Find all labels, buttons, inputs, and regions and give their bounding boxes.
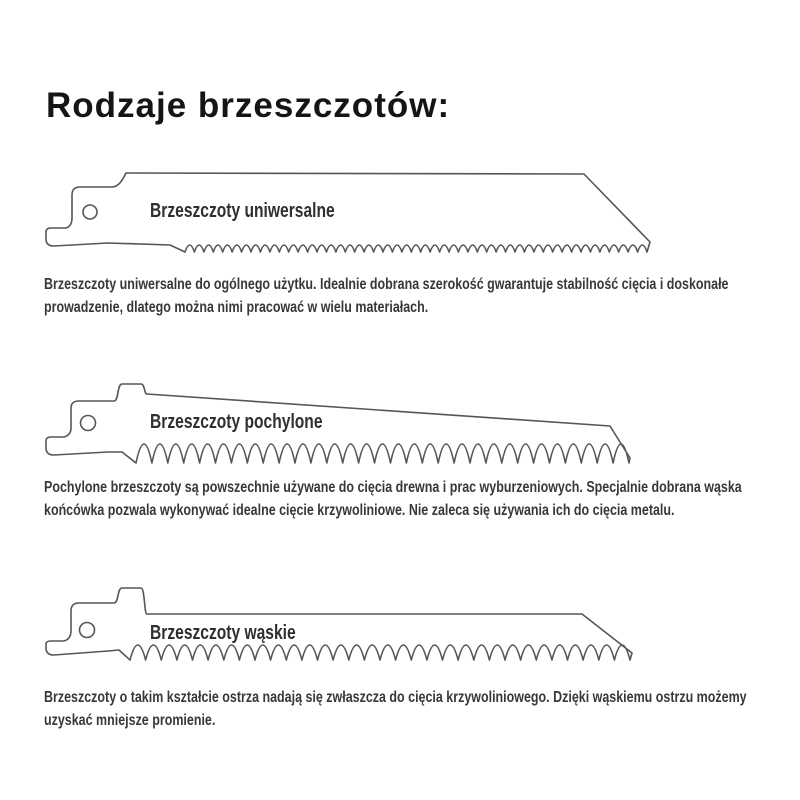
universal-blade-outline	[46, 173, 650, 252]
tapered-blade-description	[44, 476, 742, 522]
description-line: końcówka pozwala wykonywać idealne cięcie krzywoliniowe. Nie zaleca się używania ich do cięcia metalu.	[44, 502, 675, 519]
description-line: Brzeszczoty uniwersalne do ogólnego użytku. Idealnie dobrana szerokość gwarantuje stabilność cięcia i doskonałe	[44, 276, 729, 293]
narrow-blade-outline	[46, 588, 632, 660]
universal-blade-illustration	[44, 168, 664, 268]
universal-blade-label: Brzeszczoty uniwersalne	[150, 200, 335, 222]
universal-blade-description	[44, 273, 728, 319]
description-line: prowadzenie, dlatego można nimi pracować w wielu materiałach.	[44, 299, 429, 316]
description-line: uzyskać mniejsze promienie.	[44, 712, 216, 729]
narrow-blade-label: Brzeszczoty wąskie	[150, 622, 296, 644]
tapered-blade-illustration	[44, 380, 664, 480]
narrow-blade-illustration	[44, 583, 664, 683]
page-title: Rodzaje brzeszczotów:	[46, 86, 451, 126]
universal-blade-mount-hole	[83, 205, 97, 219]
tapered-blade-label: Brzeszczoty pochylone	[150, 411, 323, 433]
description-line: Brzeszczoty o takim kształcie ostrza nadają się zwłaszcza do cięcia krzywoliniowego. Dzięki wąskiemu ostrzu możemy	[44, 689, 747, 706]
description-line: Pochylone brzeszczoty są powszechnie używane do cięcia drewna i prac wyburzeniowych. Specjalnie dobrana wąska	[44, 479, 742, 496]
narrow-blade-mount-hole	[80, 623, 95, 638]
narrow-blade-description	[44, 686, 747, 732]
tapered-blade-outline	[46, 384, 630, 463]
tapered-blade-mount-hole	[81, 416, 96, 431]
